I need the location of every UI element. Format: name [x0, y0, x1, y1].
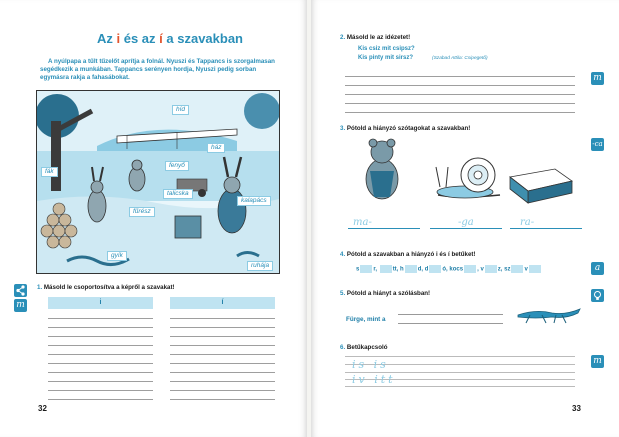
- task-6-instruction: 6. Betűkapcsoló: [340, 344, 388, 351]
- scene-label: talicska: [163, 189, 193, 199]
- m-icon[interactable]: m: [591, 72, 604, 85]
- answer-line[interactable]: [348, 228, 420, 229]
- lightbulb-icon[interactable]: [591, 289, 604, 302]
- quote-line: Kis pinty mit sirsz?: [358, 55, 414, 61]
- task-5-sentence: Fürge, mint a: [346, 316, 386, 323]
- scene-label: ház: [207, 143, 225, 153]
- column-header-i: i: [48, 297, 153, 309]
- syllable-ca-icon[interactable]: -ca: [591, 138, 604, 151]
- task-3-instruction: 3. Pótold a hiányzó szótagokat a szavakban!: [340, 125, 471, 132]
- illustration: [36, 90, 280, 274]
- scene-label: gyík: [107, 251, 127, 261]
- handwriting-guide-line: [345, 356, 575, 357]
- scene-label: ruhája: [247, 261, 273, 271]
- scene-label: fűrész: [129, 207, 155, 217]
- bear-picture: [366, 139, 398, 199]
- task-2-instruction: 2. Másold le az idézetet!: [340, 34, 411, 41]
- task-3-pictures: [360, 137, 580, 209]
- page-title: Az i és az í a szavakban: [97, 31, 243, 46]
- task-4-words[interactable]: s r, tt, h d, d ó, kocs , v z, sz v: [356, 265, 542, 273]
- snail-picture: [436, 158, 500, 198]
- eraser-picture: [510, 169, 572, 203]
- page-number: 33: [572, 404, 581, 413]
- share-icon[interactable]: [14, 284, 27, 297]
- writing-lines-i[interactable]: [48, 310, 153, 400]
- answer-line[interactable]: [430, 228, 502, 229]
- intro-text: A nyúlpapa a tűlt tűzelőt aprítja a folnál. Nyuszi és Tappancs is szorgalmasan segédkezik a munkában. Tappancs serényen hordja, Nyuszi pedig sorban egymásra rakja a fahasábokat.: [40, 58, 275, 81]
- quote-source: (Szabad Attila: Csipegető): [432, 56, 488, 61]
- answer-line[interactable]: [398, 323, 503, 324]
- scene-label: fenyő: [165, 161, 189, 171]
- syllable-hint: -ga: [458, 217, 474, 228]
- left-page: [0, 0, 307, 437]
- quote-line: Kis csiz mit csipsz?: [358, 46, 415, 52]
- scene-label: híd: [172, 105, 189, 115]
- cursive-sample: iv itt: [352, 373, 396, 386]
- task-1-instruction: 1. Másold le csoportosítva a képről a szavakat!: [37, 284, 175, 291]
- scene-label: kalapács: [237, 196, 271, 206]
- syllable-hint: ma-: [353, 217, 372, 228]
- lizard-picture: [516, 303, 582, 325]
- writing-lines-long-i[interactable]: [170, 310, 275, 400]
- handwriting-line[interactable]: [345, 386, 575, 387]
- syllable-hint: ra-: [520, 217, 535, 228]
- cursive-sample: is is: [352, 358, 389, 371]
- task-4-instruction: 4. Pótold a szavakban a hiányzó i és í betűket!: [340, 251, 476, 258]
- writing-lines-task-2[interactable]: [345, 68, 575, 113]
- answer-line[interactable]: [398, 314, 503, 315]
- answer-line[interactable]: [510, 228, 582, 229]
- letter-a-icon[interactable]: a: [591, 262, 604, 275]
- m-icon[interactable]: m: [14, 299, 27, 312]
- scene-label: fák: [41, 167, 58, 177]
- column-header-long-i: í: [170, 297, 275, 309]
- task-5-instruction: 5. Pótold a hiányt a szólásban!: [340, 290, 431, 297]
- page-number: 32: [38, 404, 47, 413]
- forest-scene-illustration: [37, 91, 279, 273]
- m-icon[interactable]: m: [591, 355, 604, 368]
